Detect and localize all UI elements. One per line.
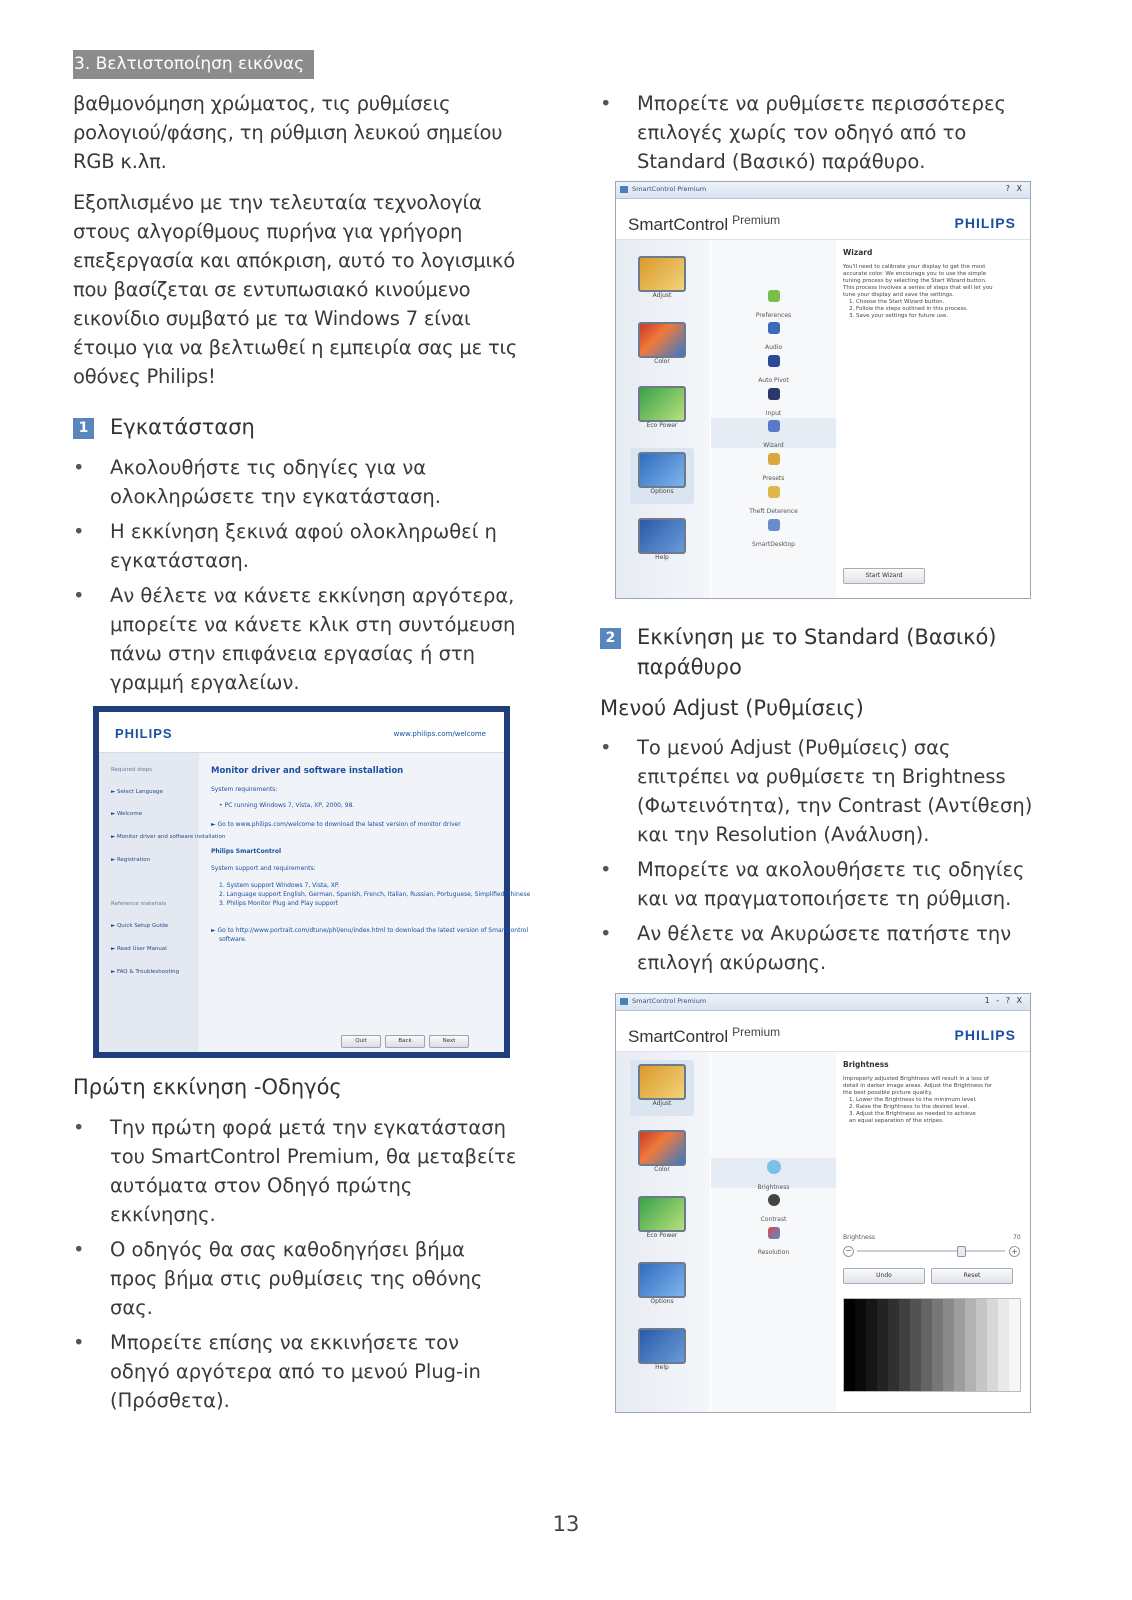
presets-icon [768, 453, 780, 465]
page-number: 13 [552, 1512, 580, 1536]
gear-icon [638, 1262, 686, 1298]
list-item: • Ακολουθήστε τις οδηγίες για να ολοκληρώσετε την εγκατάσταση. [73, 453, 543, 511]
installer-link[interactable]: ► FAQ & Troubleshooting [111, 969, 180, 975]
start-wizard-button[interactable]: Start Wizard [843, 568, 925, 584]
right-top-bullets [600, 89, 1060, 182]
app-icon [620, 998, 628, 1005]
nav-help[interactable]: Help [630, 1324, 694, 1380]
window-controls[interactable]: ? X [1005, 184, 1024, 193]
nav-adjust[interactable]: Adjust [630, 252, 694, 308]
nav-eco-power[interactable]: Eco Power [630, 382, 694, 438]
smartdesktop-icon [768, 519, 780, 531]
adjust-bullets [600, 733, 1070, 983]
sub-presets[interactable]: Presets [711, 451, 836, 481]
installer-philips-logo: PHILIPS [115, 726, 173, 741]
adjust-menu-heading: Μενού Adjust (Ρυθμίσεις) [600, 696, 864, 720]
pivot-icon [768, 355, 780, 367]
nav-color[interactable]: Color [630, 1126, 694, 1182]
installer-link[interactable]: ► Select Language [111, 789, 163, 795]
step-2-badge: 2 [600, 628, 621, 649]
sub-smartdesktop[interactable]: SmartDesktop [711, 517, 836, 547]
list-item: • Μπορείτε να ακολουθήσετε τις οδηγίες και να πραγματοποιήσετε τη ρύθμιση. [600, 855, 1070, 913]
first-launch-bullets [73, 1113, 543, 1421]
adjust-icon [638, 1064, 686, 1100]
wizard-panel [837, 240, 1030, 598]
back-button[interactable]: Back [385, 1035, 425, 1048]
intro-paragraph-2: Εξοπλισμένο με την τελευταία τεχνολογία στους αλγορίθμους πυρήνα για γρήγορη επεξεργασία και απόκριση, αυτό το λογισμικό που βασίζεται σε εντυπωσιακό κινούμενο εικονίδιο συμβατό με τα Windows 7 είναι έτοιμο για να βελτιωθεί η εμπειρία σας με τις οθόνες Philips! [73, 191, 518, 388]
nav-options[interactable]: Options [630, 1258, 694, 1314]
sub-preferences[interactable]: Preferences [711, 288, 836, 318]
brightness-panel [837, 1052, 1030, 1412]
step-2-heading: 2 Εκκίνηση με το Standard (Βασικό) [600, 623, 997, 652]
list-item: • Την πρώτη φορά μετά την εγκατάσταση του SmartControl Premium, θα μεταβείτε αυτόματα στον Οδηγό πρώτης εκκίνησης. [73, 1113, 543, 1229]
brightness-test-pattern [843, 1298, 1021, 1392]
philips-logo: PHILIPS [954, 1027, 1016, 1043]
installer-link[interactable]: ► Monitor driver and software installation [111, 834, 226, 840]
brightness-description: Improperly adjusted Brightness will result in a loss of detail in darker image areas. Adjust the Brightness for the best possible picture quality. 1. Lower the Brightness to the minimum level. 2. Raise the Brightness to the desired level. 3. Adjust the Brightness as needed to achieve an equal separation of the stripes. [843, 1076, 993, 1124]
first-launch-heading: Πρώτη εκκίνηση -Οδηγός [73, 1075, 342, 1099]
help-icon [638, 1328, 686, 1364]
smartcontrol-brand: SmartControl $^{Premium}$ [628, 213, 781, 234]
wizard-heading: Wizard [843, 248, 873, 257]
minus-icon[interactable]: − [843, 1246, 854, 1257]
installer-url: www.philips.com/welcome [393, 730, 486, 738]
sub-auto-pivot[interactable]: Auto Pivot [711, 353, 836, 383]
installer-link[interactable]: ► Go to http://www.portrait.com/dtune/phl/enu/index.html to download the latest version of SmartControl [211, 927, 529, 934]
adjust-submenu [711, 1052, 836, 1412]
nav-adjust[interactable]: Adjust [630, 1060, 694, 1116]
brightness-heading: Brightness [843, 1060, 889, 1069]
wizard-description: You'll need to calibrate your display to get the most accurate color. We encourage you to use the simple tuning process by selecting the Start Wizard button. This process involves a series of steps that will let you tune your display and save the settings. 1. Choose the Start Wizard button. 2. Follow the steps outlined in this process. 3. Save your settings for future use. [843, 264, 993, 319]
main-nav [616, 240, 710, 598]
sub-contrast[interactable]: Contrast [711, 1192, 836, 1222]
installer-screenshot [93, 706, 531, 1058]
installer-link[interactable]: ► Welcome [111, 811, 143, 817]
list-item: • Αν θέλετε να Ακυρώσετε πατήστε την επιλογή ακύρωσης. [600, 919, 1070, 977]
sub-resolution[interactable]: Resolution [711, 1225, 836, 1255]
list-item: • Μπορείτε να ρυθμίσετε περισσότερες επιλογές χωρίς τον οδηγό από το Standard (Βασικό) παράθυρο. [600, 89, 1060, 176]
intro-paragraph-1: βαθμονόμηση χρώματος, τις ρυθμίσεις ρολογιού/φάσης, τη ρύθμιση λευκού σημείου RGB κ.λπ. [73, 92, 503, 173]
resolution-icon [768, 1227, 780, 1239]
list-item: • Η εκκίνηση ξεκινά αφού ολοκληρωθεί η εγκατάσταση. [73, 517, 543, 575]
reset-button[interactable]: Reset [931, 1268, 1013, 1284]
undo-button[interactable]: Undo [843, 1268, 925, 1284]
slider-thumb[interactable] [957, 1246, 966, 1257]
nav-eco-power[interactable]: Eco Power [630, 1192, 694, 1248]
smartcontrol-brand: SmartControl $^{Premium}$ [628, 1025, 781, 1046]
installer-link[interactable]: ► Read User Manual [111, 946, 167, 952]
sub-brightness[interactable]: Brightness [711, 1158, 836, 1188]
section-tag: 3. Βελτιστοποίηση εικόνας [73, 50, 314, 79]
window-controls[interactable]: 1 - ? X [984, 996, 1024, 1005]
list-item: • Αν θέλετε να κάνετε εκκίνηση αργότερα, μπορείτε να κάνετε κλικ στη συντόμευση πάνω στην επιφάνεια εργασίας ή στη γραμμή εργαλείων. [73, 581, 543, 697]
options-submenu [711, 240, 836, 598]
step-2-heading-cont: παράθυρο [637, 655, 742, 679]
brightness-slider-label: Brightness [843, 1234, 875, 1241]
next-button[interactable]: Next [429, 1035, 469, 1048]
installer-link[interactable]: ► Quick Setup Guide [111, 923, 169, 929]
list-item: • Μπορείτε επίσης να εκκινήσετε τον οδηγό αργότερα από το μενού Plug-in (Πρόσθετα). [73, 1328, 543, 1415]
input-icon [768, 388, 780, 400]
nav-help[interactable]: Help [630, 514, 694, 570]
philips-logo: PHILIPS [954, 215, 1016, 231]
audio-icon [768, 322, 780, 334]
plus-icon[interactable]: + [1009, 1246, 1020, 1257]
step-1-heading: 1 Εγκατάσταση [73, 413, 255, 442]
installer-link[interactable]: ► Registration [111, 857, 151, 863]
wizard-icon [768, 420, 780, 432]
brightness-slider-value: 70 [1013, 1234, 1021, 1241]
gear-icon [638, 452, 686, 488]
quit-button[interactable]: Quit [341, 1035, 381, 1048]
sub-wizard[interactable]: Wizard [711, 418, 836, 448]
sub-input[interactable]: Input [711, 386, 836, 416]
smartcontrol-brightness-screenshot: SmartControl Premium 1 - ? X SmartControl $^{Premium}$ PHILIPS Adjust Color Eco Power Options Help Brightness Contrast Resolution Brightness Improperly adjusted Brightness will result in a loss of detail in darker image areas. Adjust the Brightness for the best possible picture quality. 1. Lower the Brightness to the minimum level. 2. Raise the Brightness to the desired level. 3. Adjust the Brightness as needed to achieve an equal separation of the stripes. Brightness 70 − + Undo Reset [615, 993, 1031, 1413]
installer-content: Monitor driver and software installation System requirements: • PC running Windows 7, Vista, XP, 2000, 98. ► Go to www.philips.com/welcome to download the latest version of monitor driver Philips SmartControl System support and requirements: 1. System support Windows 7, Vista, XP. 2. Language support English, German, Spanish, French, Italian, Russian, Portuguese, Simplified Chinese 3. Philips Monitor Plug and Play support ► Go to http://www.portrait.com/dtune/phl/enu/index.html to download the latest version of SmartControl software. Quit Back Next [201, 753, 504, 1052]
lightbulb-icon [767, 1160, 781, 1174]
color-icon [638, 322, 686, 358]
sub-theft-deterence[interactable]: Theft Deterence [711, 484, 836, 514]
help-icon [638, 518, 686, 554]
contrast-icon [768, 1194, 780, 1206]
leaf-icon [638, 386, 686, 422]
preferences-icon [768, 290, 780, 302]
step-1-badge: 1 [73, 418, 94, 439]
installer-link[interactable]: ► Go to www.philips.com/welcome to download the latest version of monitor driver [211, 821, 461, 828]
leaf-icon [638, 1196, 686, 1232]
adjust-icon [638, 256, 686, 292]
brightness-slider[interactable] [843, 1246, 1019, 1256]
sub-audio[interactable]: Audio [711, 320, 836, 350]
step-1-bullets [73, 453, 543, 703]
nav-color[interactable]: Color [630, 318, 694, 374]
installer-sidebar: Required steps ► Select Language ► Welcome ► Monitor driver and software installation ► Registration Reference materials ► Quick Setup Guide ► Read User Manual ► FAQ & Troubleshooting [99, 753, 199, 1052]
smartcontrol-wizard-screenshot: SmartControl Premium ? X SmartControl $^{Premium}$ PHILIPS Adjust Color Eco Power Options Help Preferences Audio Auto Pivot Input Wizard Presets Theft Deterence SmartDesktop Wizard You'll need to calibrate your display to get the most accurate color. We encourage you to use the simple tuning process by selecting the Start Wizard button. This process involves a series of steps that will let you tune your display and save the settings. 1. Choose the Start Wizard button. 2. Follow the steps outlined in this process. 3. Save your settings for future use. Start Wizard [615, 181, 1031, 599]
list-item: • Το μενού Adjust (Ρυθμίσεις) σας επιτρέπει να ρυθμίσετε τη Brightness (Φωτεινότητα), την Contrast (Αντίθεση) και την Resolution (Ανάλυση). [600, 733, 1070, 849]
list-item: • Ο οδηγός θα σας καθοδηγήσει βήμα προς βήμα στις ρυθμίσεις της οθόνης σας. [73, 1235, 543, 1322]
nav-options[interactable]: Options [630, 448, 694, 504]
main-nav [616, 1052, 710, 1412]
lock-icon [768, 486, 780, 498]
color-icon [638, 1130, 686, 1166]
slider-track [857, 1250, 1005, 1252]
app-icon [620, 186, 628, 193]
